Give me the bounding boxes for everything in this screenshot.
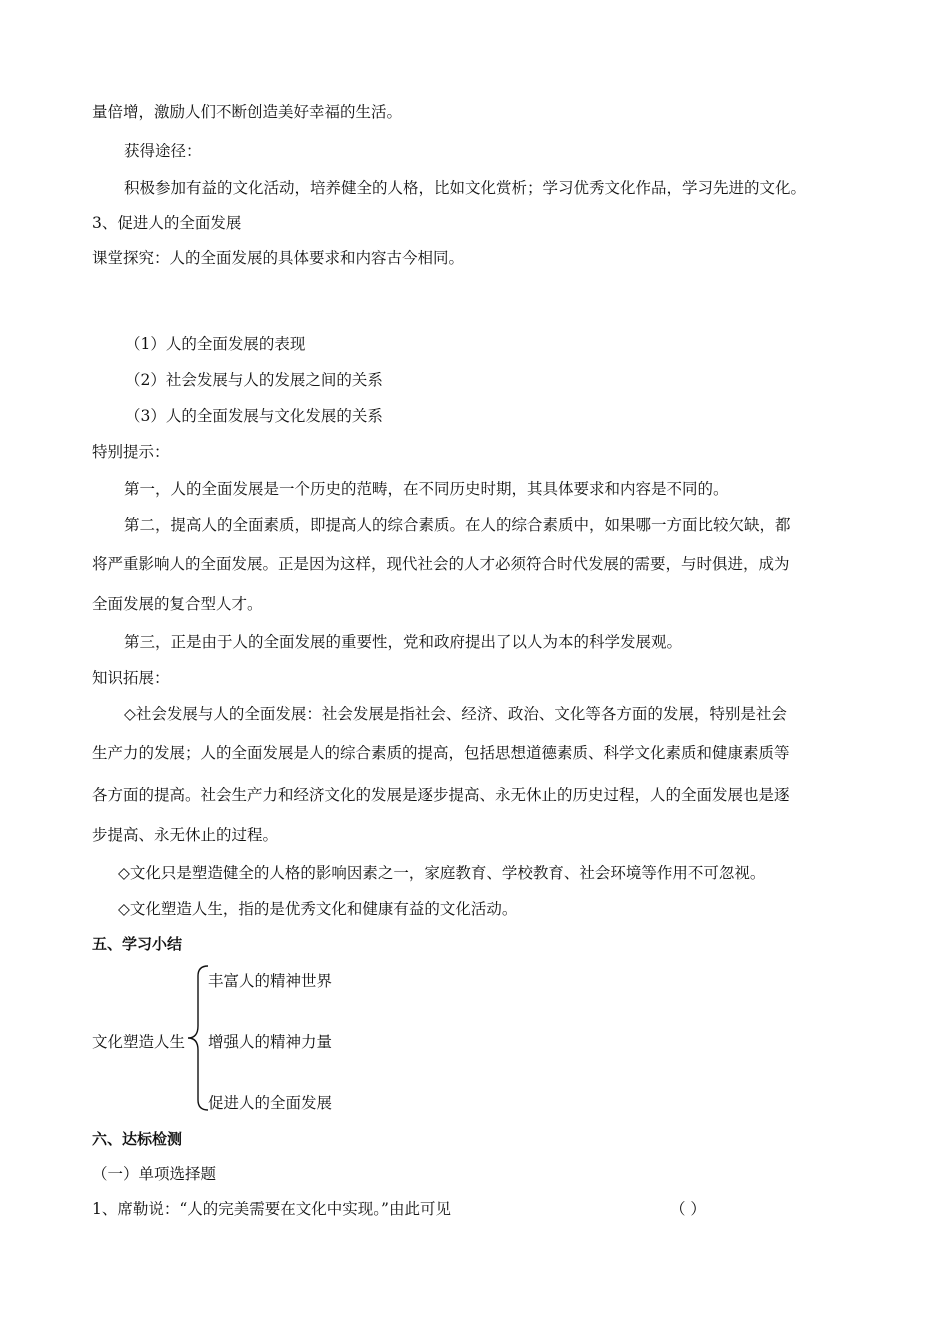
list-item-2: （2）社会发展与人的发展之间的关系 [125,371,383,389]
note-line-5: 第三，正是由于人的全面发展的重要性，党和政府提出了以人为本的科学发展观。 [124,633,683,651]
brace-icon [186,964,210,1112]
question-1: 1、席勒说：“人的完美需要在文化中实现。”由此可见 [92,1200,451,1218]
list-item-3: （3）人的全面发展与文化发展的关系 [125,407,383,425]
list-item-1: （1）人的全面发展的表现 [125,335,306,353]
summary-heading: 五、学习小结 [92,935,183,953]
summary-branch-1: 丰富人的精神世界 [208,972,333,990]
note-line-4: 全面发展的复合型人才。 [92,595,263,613]
text-line-5: 课堂探究：人的全面发展的具体要求和内容古今相同。 [92,249,465,267]
extension-line-6: ◇文化塑造人生，指的是优秀文化和健康有益的文化活动。 [118,900,518,918]
text-line-1: 量倍增，激励人们不断创造美好幸福的生活。 [92,103,403,121]
extension-line-4: 步提高、永无休止的过程。 [92,826,279,844]
summary-branch-3: 促进人的全面发展 [208,1094,333,1112]
note-line-2: 第二，提高人的全面素质，即提高人的综合素质。在人的综合素质中，如果哪一方面比较欠缺，都 [124,516,791,534]
extension-line-1: ◇社会发展与人的全面发展：社会发展是指社会、经济、政治、文化等各方面的发展，特别是社会 [124,705,787,723]
note-heading: 特别提示： [92,443,170,461]
note-line-3: 将严重影响人的全面发展。正是因为这样，现代社会的人才必须符合时代发展的需要，与时俱进，成为 [92,555,790,573]
extension-line-5: ◇文化只是塑造健全的人格的影响因素之一，家庭教育、学校教育、社会环境等作用不可忽视。 [118,864,766,882]
note-line-1: 第一，人的全面发展是一个历史的范畴，在不同历史时期，其具体要求和内容是不同的。 [124,480,729,498]
summary-branch-2: 增强人的精神力量 [208,1033,333,1051]
extension-heading: 知识拓展： [92,669,170,687]
extension-line-3: 各方面的提高。社会生产力和经济文化的发展是逐步提高、永无休止的历史过程，人的全面发展也是逐 [92,786,790,804]
answer-blank: （ ） [670,1200,706,1218]
test-heading: 六、达标检测 [92,1130,183,1148]
text-line-2: 获得途径： [124,142,202,160]
section-heading-3: 3、促进人的全面发展 [92,214,242,232]
summary-root: 文化塑造人生 [92,1033,186,1051]
text-line-3: 积极参加有益的文化活动，培养健全的人格，比如文化赏析；学习优秀文化作品，学习先进的文化。 [124,179,807,197]
test-subheading: （一）单项选择题 [92,1165,217,1183]
extension-line-2: 生产力的发展；人的全面发展是人的综合素质的提高，包括思想道德素质、科学文化素质和健康素质等 [92,744,790,762]
